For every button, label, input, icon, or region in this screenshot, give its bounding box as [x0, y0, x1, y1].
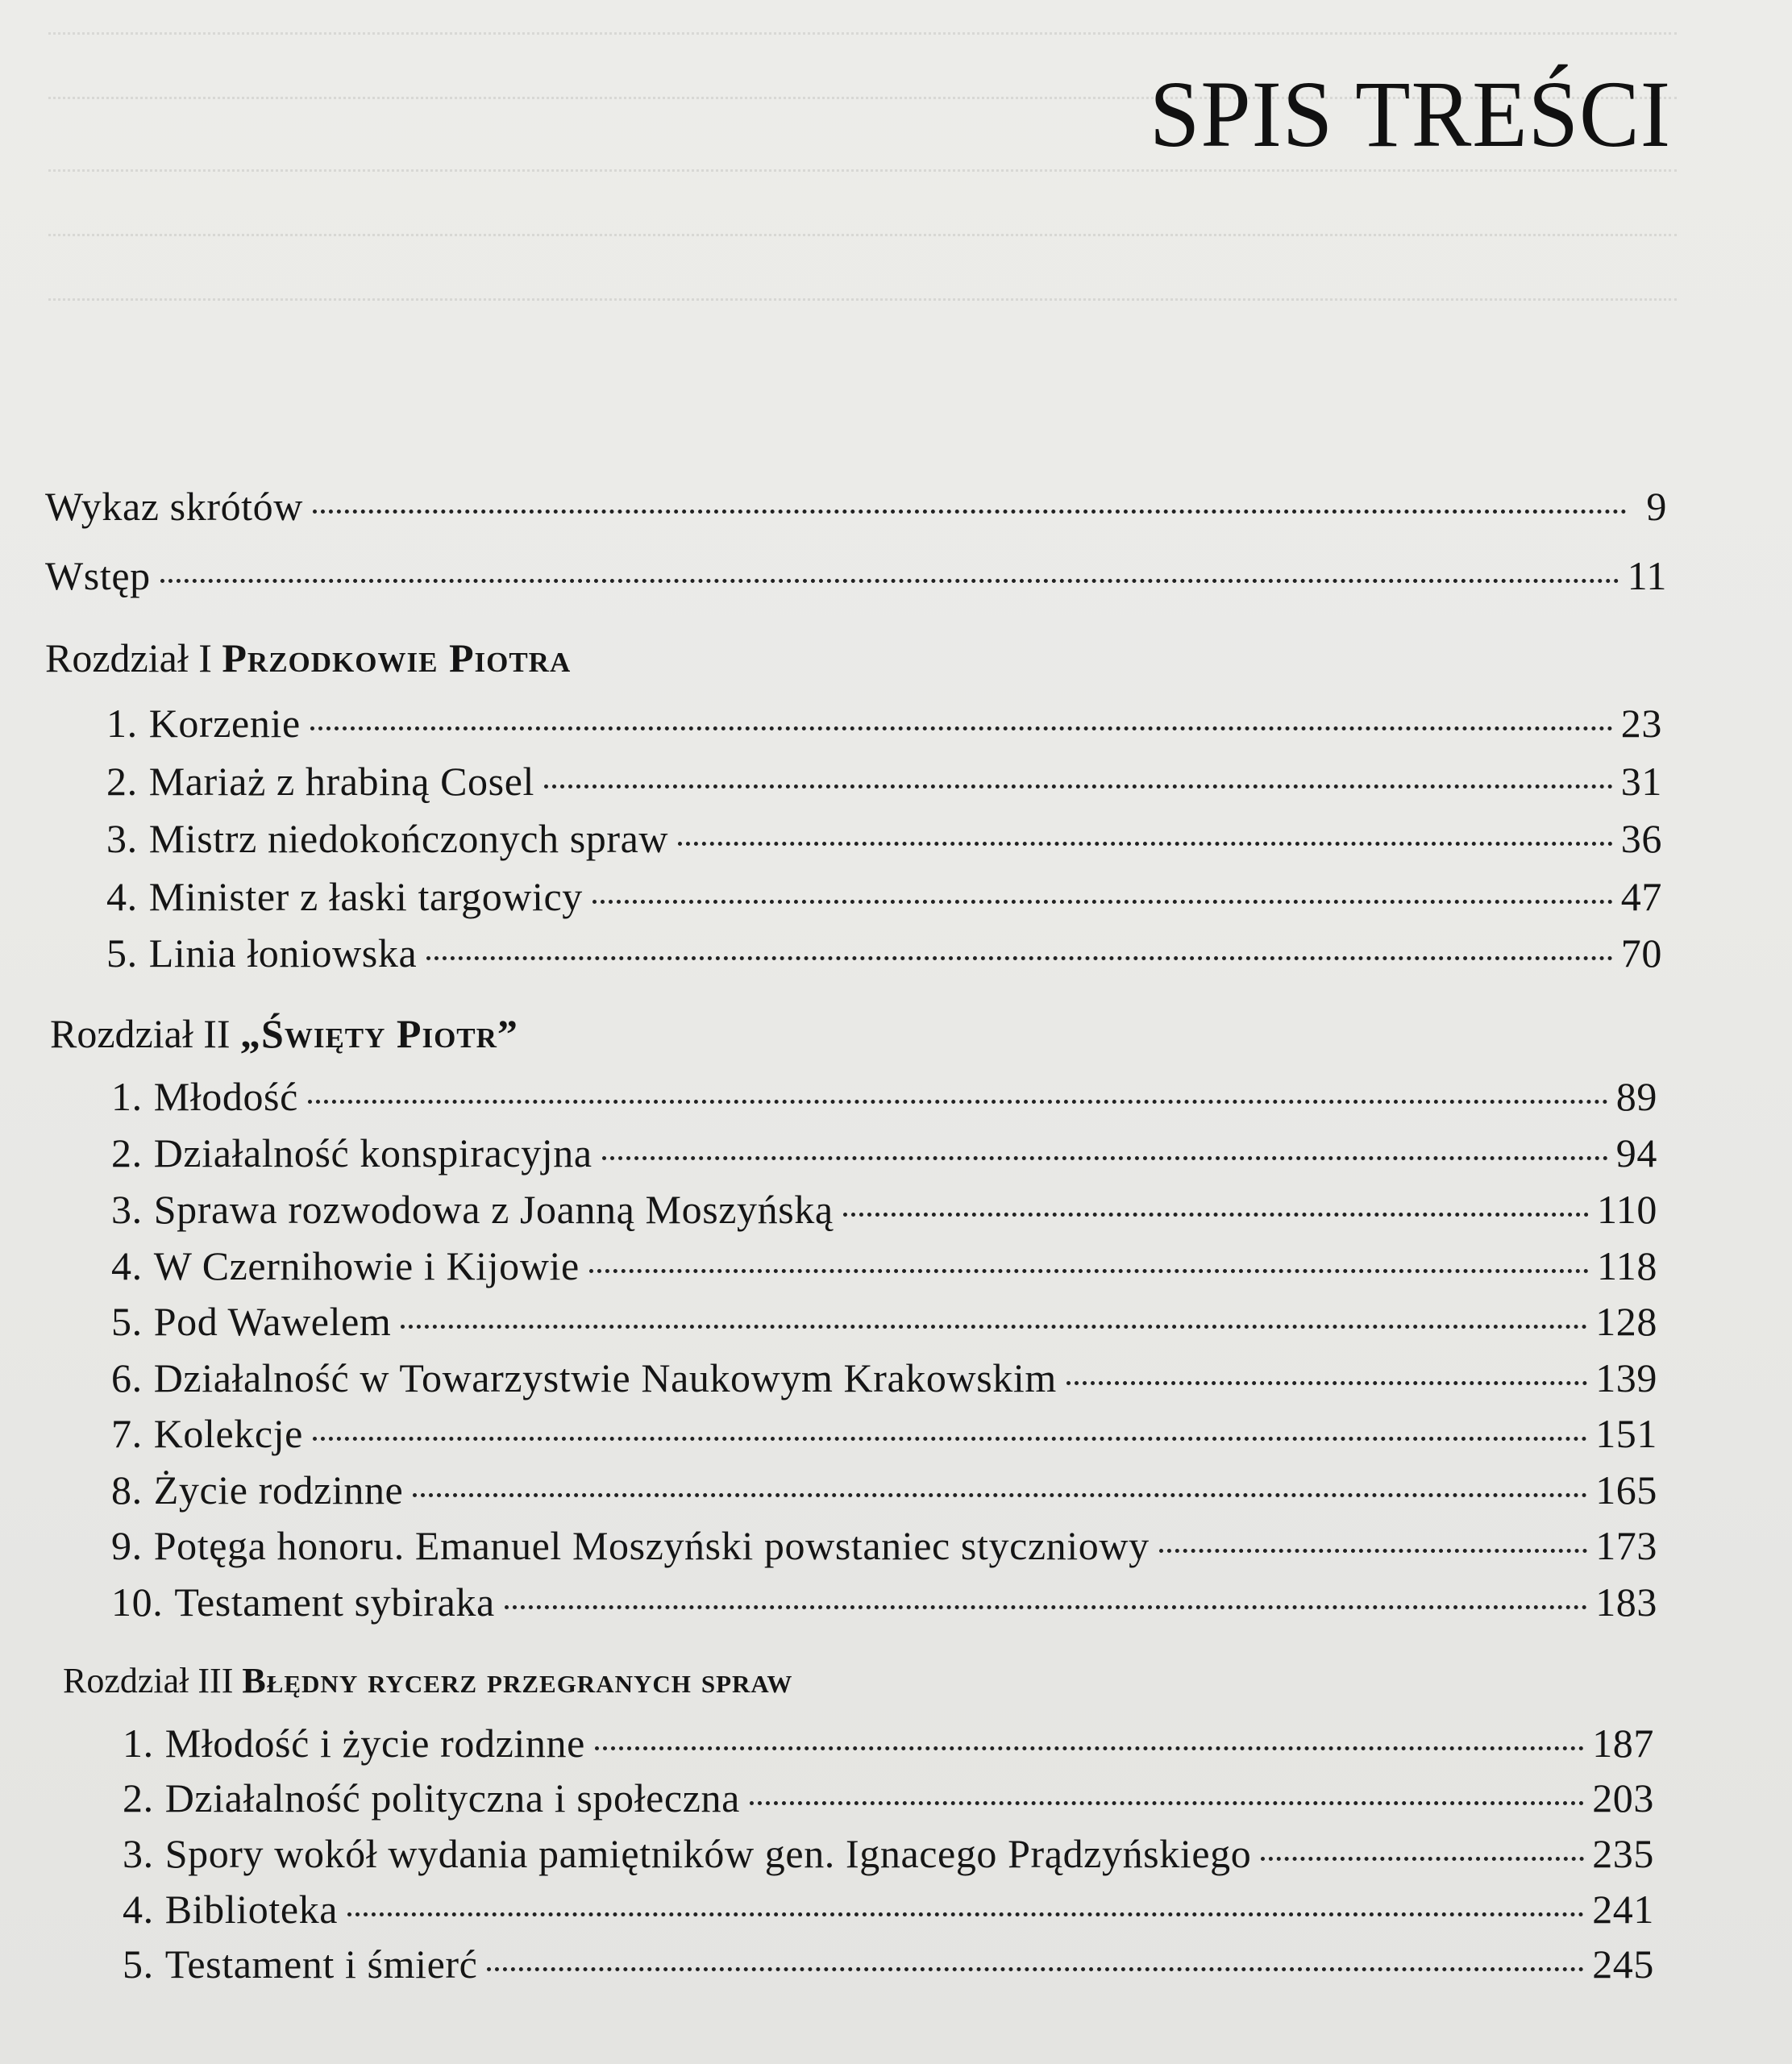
- entry-number: 2.: [106, 759, 138, 804]
- toc-entry: [111, 1521, 1657, 1570]
- chapter-title: Przodkowie Piotra: [222, 635, 572, 680]
- entry-label: Sprawa rozwodowa z Joanną Moszyńską: [153, 1187, 834, 1232]
- toc-entry: [106, 929, 1662, 977]
- page-number: 245: [1592, 1941, 1654, 1987]
- entry-number: 1.: [123, 1721, 154, 1766]
- chapter-prefix: Rozdział I: [45, 635, 212, 680]
- page-number: 89: [1615, 1074, 1657, 1119]
- page-number: 94: [1615, 1130, 1657, 1176]
- toc-entry: [123, 1774, 1654, 1822]
- entry-number: 4.: [111, 1243, 143, 1288]
- entry-label: Mistrz niedokończonych spraw: [148, 816, 669, 861]
- entry-number: 5.: [106, 930, 138, 976]
- page-number: 118: [1597, 1243, 1657, 1288]
- page-number: 31: [1620, 759, 1662, 804]
- dot-leader: [310, 726, 1613, 730]
- entry-number: 2.: [111, 1130, 143, 1176]
- entry-number: 3.: [111, 1187, 143, 1232]
- toc-entry: [123, 1829, 1654, 1878]
- page-number: 203: [1592, 1775, 1654, 1821]
- entry-label: W Czernihowie i Kijowie: [153, 1243, 580, 1288]
- entry-number: 6.: [111, 1355, 143, 1400]
- page-number: 241: [1592, 1887, 1654, 1932]
- toc-entry: [111, 1578, 1657, 1626]
- entry-number: 5.: [123, 1941, 154, 1987]
- dot-leader: [160, 579, 1619, 583]
- entry-number: 4.: [106, 874, 138, 919]
- toc-entry: [111, 1354, 1657, 1402]
- chapter-heading: [63, 1657, 792, 1705]
- dot-leader: [595, 1746, 1584, 1750]
- page-number: 187: [1592, 1721, 1654, 1766]
- page-number: 139: [1595, 1355, 1657, 1400]
- toc-entry: [106, 814, 1662, 863]
- entry-number: 8.: [111, 1467, 143, 1513]
- dot-leader: [426, 956, 1613, 960]
- page-number: 11: [1627, 553, 1667, 598]
- dot-leader: [313, 1437, 1587, 1441]
- entry-label: Pod Wawelem: [153, 1299, 392, 1344]
- entry-label: Spory wokół wydania pamiętników gen. Ignacego Prądzyńskiego: [164, 1831, 1252, 1876]
- entry-label: Działalność w Towarzystwie Naukowym Krakowskim: [153, 1355, 1057, 1400]
- entry-label: Mariaż z hrabiną Cosel: [148, 759, 534, 804]
- entry-number: 1.: [111, 1074, 143, 1119]
- chapter-prefix: Rozdział III: [63, 1661, 234, 1700]
- toc-entry: [111, 1242, 1657, 1290]
- chapter-prefix: Rozdział II: [50, 1011, 231, 1056]
- dot-leader: [313, 510, 1627, 514]
- entry-label: Wstęp: [45, 553, 151, 598]
- entry-label: Działalność konspiracyjna: [153, 1130, 592, 1176]
- dot-leader: [843, 1213, 1589, 1217]
- entry-label: Działalność polityczna i społeczna: [164, 1775, 740, 1821]
- page-number: 235: [1592, 1831, 1654, 1876]
- page-number: 173: [1595, 1523, 1657, 1568]
- toc-entry: [111, 1185, 1657, 1234]
- toc-entry: [106, 872, 1662, 921]
- dot-leader: [413, 1493, 1587, 1497]
- entry-number: 10.: [111, 1579, 164, 1625]
- toc-entry: [106, 699, 1662, 747]
- entry-label: Młodość: [153, 1074, 298, 1119]
- page-number: 128: [1595, 1299, 1657, 1344]
- toc-entry: [123, 1940, 1654, 1988]
- entry-number: 4.: [123, 1887, 154, 1932]
- toc-entry: [123, 1885, 1654, 1933]
- entry-label: Biblioteka: [164, 1887, 339, 1932]
- entry-label: Kolekcje: [153, 1411, 303, 1456]
- toc-entry-introduction: [45, 551, 1667, 600]
- entry-number: 9.: [111, 1523, 143, 1568]
- entry-label: Testament sybiraka: [174, 1579, 495, 1625]
- entry-number: 3.: [106, 816, 138, 861]
- page-number: 47: [1620, 874, 1662, 919]
- page-number: 165: [1595, 1467, 1657, 1513]
- dot-leader: [347, 1912, 1584, 1916]
- toc-entry-abbreviations: [45, 482, 1667, 531]
- entry-label: Młodość i życie rodzinne: [164, 1721, 585, 1766]
- entry-label: Życie rodzinne: [153, 1467, 404, 1513]
- page-number: 36: [1620, 816, 1662, 861]
- page-number: 110: [1597, 1187, 1657, 1232]
- dot-leader: [1261, 1857, 1584, 1861]
- page-number: 70: [1620, 930, 1662, 976]
- dot-leader: [505, 1605, 1587, 1609]
- chapter-title: „Święty Piotr”: [240, 1011, 518, 1056]
- dot-leader: [592, 900, 1613, 904]
- toc-entry: [111, 1466, 1657, 1514]
- toc-entry: [111, 1129, 1657, 1177]
- dot-leader: [589, 1269, 1589, 1273]
- entry-number: 2.: [123, 1775, 154, 1821]
- dot-leader: [602, 1156, 1608, 1160]
- entry-label: Potęga honoru. Emanuel Moszyński powstaniec styczniowy: [153, 1523, 1150, 1568]
- dot-leader: [1159, 1549, 1588, 1553]
- chapter-heading: [45, 634, 571, 682]
- entry-number: 5.: [111, 1299, 143, 1344]
- entry-number: 3.: [123, 1831, 154, 1876]
- dot-leader: [401, 1325, 1587, 1329]
- dot-leader: [544, 784, 1613, 789]
- entry-label: Korzenie: [148, 701, 301, 746]
- entry-label: Minister z łaski targowicy: [148, 874, 583, 919]
- dot-leader: [750, 1801, 1584, 1805]
- toc-entry: [106, 757, 1662, 805]
- entry-label: Testament i śmierć: [164, 1941, 478, 1987]
- page-title: SPIS TREŚCI: [1150, 61, 1671, 168]
- entry-label: Wykaz skrótów: [45, 484, 303, 529]
- dot-leader: [678, 842, 1613, 846]
- toc-entry: [123, 1719, 1654, 1767]
- chapter-heading: [50, 1009, 518, 1058]
- toc-entry: [111, 1409, 1657, 1458]
- entry-number: 7.: [111, 1411, 143, 1456]
- dot-leader: [308, 1100, 1608, 1104]
- dot-leader: [487, 1967, 1584, 1971]
- toc-entry: [111, 1297, 1657, 1346]
- page-number: 151: [1595, 1411, 1657, 1456]
- page-number: 183: [1595, 1579, 1657, 1625]
- chapter-title: Błędny rycerz przegranych spraw: [242, 1661, 793, 1700]
- entry-number: 1.: [106, 701, 138, 746]
- entry-label: Linia łoniowska: [148, 930, 418, 976]
- toc-entry: [111, 1072, 1657, 1121]
- page-number: 23: [1620, 701, 1662, 746]
- dot-leader: [1066, 1381, 1587, 1385]
- page-number: 9: [1646, 484, 1667, 529]
